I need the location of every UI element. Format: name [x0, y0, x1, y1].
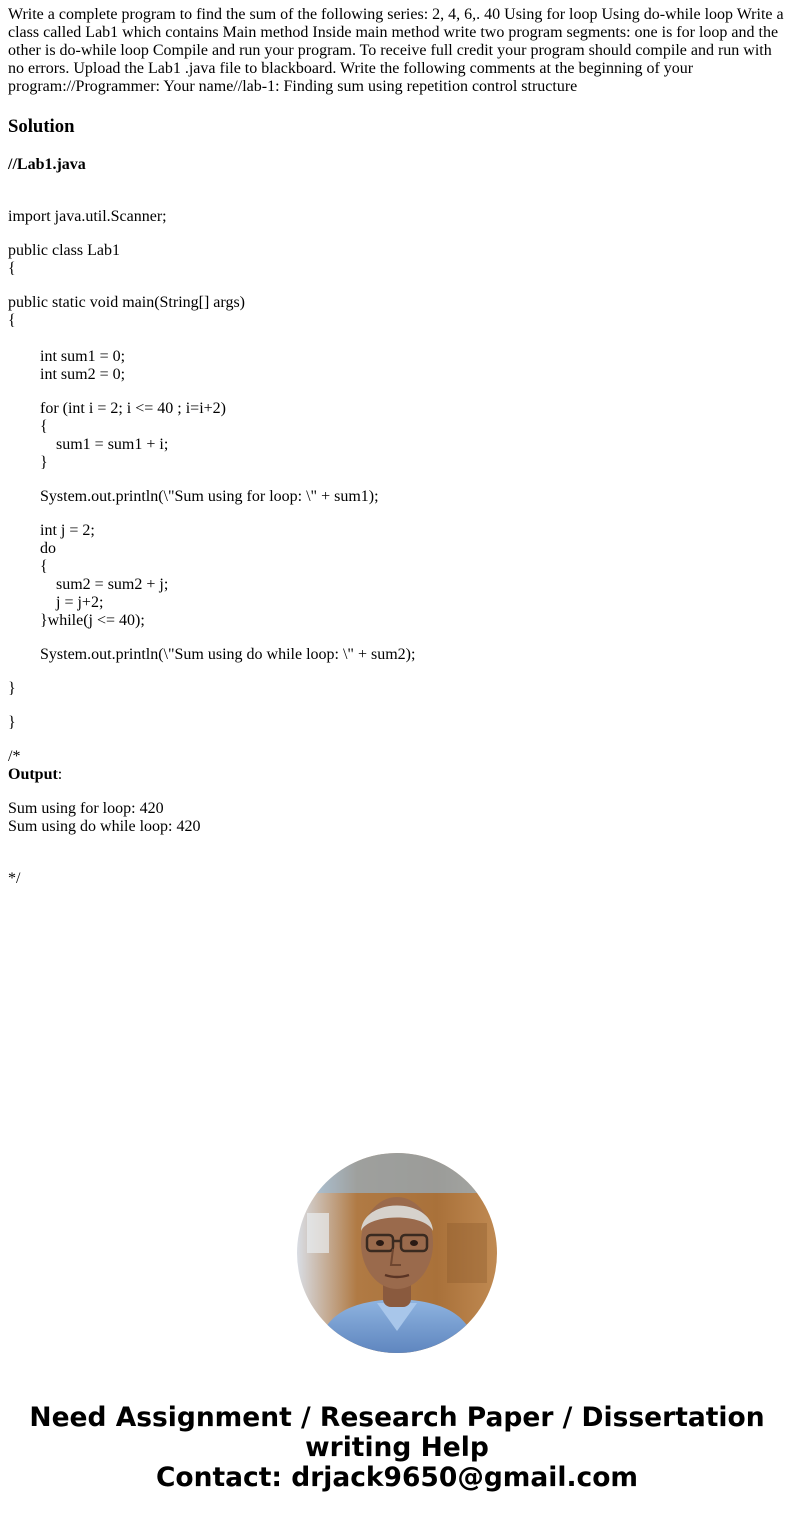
- output-label: Output: [8, 766, 58, 783]
- code-do-body2: j = j+2;: [56, 594, 104, 611]
- code-for-body: sum1 = sum1 + i;: [56, 436, 169, 453]
- author-portrait-image: [297, 1153, 497, 1353]
- code-class-decl: public class Lab1: [8, 242, 120, 259]
- code-do-keyword: do: [40, 540, 56, 557]
- code-do-body1: sum2 = sum2 + j;: [56, 576, 169, 593]
- code-j-decl: int j = 2;: [40, 522, 95, 539]
- code-do-open: {: [40, 558, 48, 575]
- code-sum1-decl: int sum1 = 0;: [40, 348, 126, 365]
- output-line-1: Sum using for loop: 420: [8, 800, 164, 817]
- banner-line-1: Need Assignment / Research Paper / Dissertation: [29, 1402, 765, 1433]
- code-class-close: }: [8, 714, 16, 731]
- code-main-decl: public static void main(String[] args): [8, 294, 245, 311]
- code-import: import java.util.Scanner;: [8, 208, 167, 225]
- code-do-close: }while(j <= 40);: [40, 612, 145, 629]
- code-for-decl: for (int i = 2; i <= 40 ; i=i+2): [40, 400, 226, 417]
- solution-heading: Solution: [8, 116, 75, 137]
- file-name-comment: //Lab1.java: [8, 156, 86, 173]
- output-heading: [8, 766, 62, 784]
- code-for-open: {: [40, 418, 48, 435]
- code-class-open: {: [8, 260, 16, 277]
- code-main-close: }: [8, 680, 16, 697]
- output-line-2: Sum using do while loop: 420: [8, 818, 201, 835]
- code-print2: System.out.println(\"Sum using do while loop: \" + sum2);: [40, 646, 416, 663]
- contact-banner: [0, 1403, 794, 1493]
- output-colon: :: [57, 766, 63, 783]
- code-for-close: }: [40, 454, 48, 471]
- code-comment-open: /*: [8, 748, 21, 765]
- code-sum2-decl: int sum2 = 0;: [40, 366, 126, 383]
- code-comment-close: */: [8, 870, 21, 887]
- author-avatar: [297, 1153, 497, 1353]
- banner-contact-email[interactable]: Contact: drjack9650@gmail.com: [155, 1462, 639, 1493]
- code-print1: System.out.println(\"Sum using for loop: \" + sum1);: [40, 488, 379, 505]
- code-main-open: {: [8, 312, 16, 329]
- banner-line-2: writing Help: [305, 1432, 489, 1463]
- question-text: Write a complete program to find the sum of the following series: 2, 4, 6,. 40 Using for loop Using do-while loop Write a class called Lab1 which contains Main method Inside main method write two program segments: one is for loop and the other is do-while loop Compile and run your program. To receive full credit your program should compile and run with no errors. Upload the Lab1 .java file to blackboard. Write the following comments at the beginning of your program://Programmer: Your name//lab-1: Finding sum using repetition control structure: [8, 6, 784, 95]
